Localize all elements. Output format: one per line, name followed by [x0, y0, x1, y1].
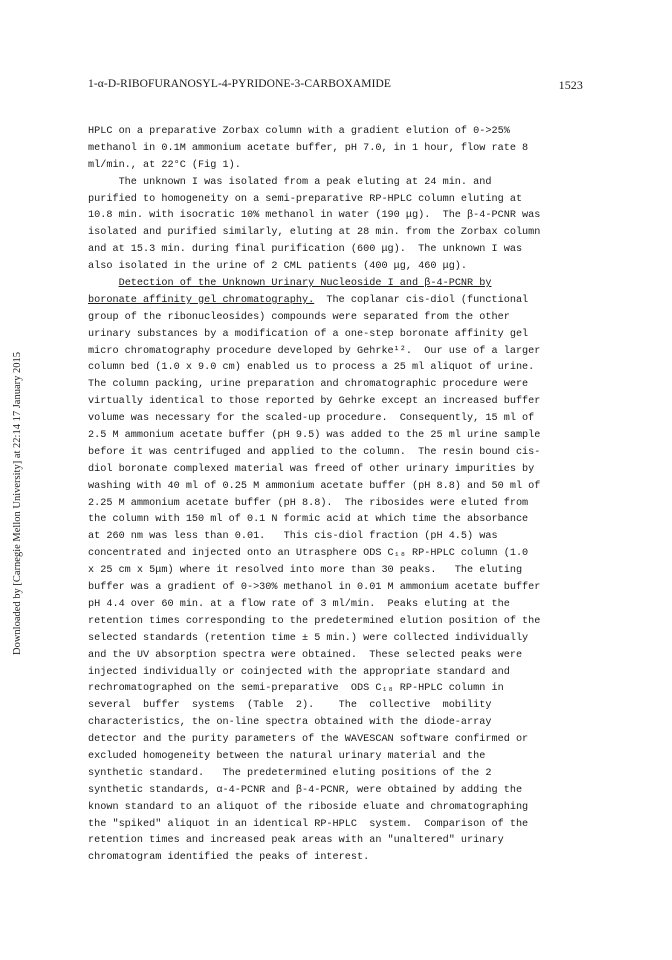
text-line: the column with 150 ml of 0.1 N formic acid at which time the absorbance — [88, 514, 529, 526]
text-line: The column packing, urine preparation and chromatographic procedure were — [88, 379, 529, 391]
page-number: 1523 — [558, 78, 583, 92]
article-body — [88, 124, 583, 867]
text-line: characteristics, the on-line spectra obtained with the diode-array — [88, 717, 492, 729]
text-line: washing with 40 ml of 0.25 M ammonium acetate buffer (pH 8.8) and 50 ml of — [88, 480, 541, 492]
text-line: micro chromatography procedure developed by Gehrke¹². Our use of a larger — [88, 345, 541, 357]
text-line: before it was centrifuged and applied to the column. The resin bound cis- — [88, 446, 541, 458]
text-line — [88, 276, 583, 293]
text-line: excluded homogeneity between the natural urinary material and the — [88, 750, 486, 762]
text-line: x 25 cm x 5μm) where it resolved into more than 30 peaks. The eluting — [88, 565, 523, 577]
text-line: pH 4.4 over 60 min. at a flow rate of 3 ml/min. Peaks eluting at the — [88, 598, 510, 610]
text-line: synthetic standard. The predetermined eluting positions of the 2 — [88, 767, 492, 779]
text-line: several buffer systems (Table 2). The collective mobility — [88, 700, 492, 712]
download-notice — [0, 0, 22, 960]
text-line — [88, 293, 583, 310]
text-line: isolated and purified similarly, eluting at 28 min. from the Zorbax column — [88, 227, 541, 239]
text-line: volume was necessary for the scaled-up procedure. Consequently, 15 ml of — [88, 413, 535, 425]
text-line: at 260 nm was less than 0.01. This cis-diol fraction (pH 4.5) was — [88, 531, 498, 543]
text-line: injected individually or coinjected with the appropriate standard and — [88, 666, 510, 678]
text-line: synthetic standards, α-4-PCNR and β-4-PCNR, were obtained by adding the — [88, 784, 523, 796]
text-line: chromatogram identified the peaks of interest. — [88, 852, 370, 864]
text-line: virtually identical to those reported by Gehrke except an increased buffer — [88, 396, 541, 408]
text-line: The unknown I was isolated from a peak eluting at 24 min. and — [88, 176, 492, 188]
text-line: 10.8 min. with isocratic 10% methanol in water (190 μg). The β-4-PCNR was — [88, 210, 541, 222]
text-line: the "spiked" aliquot in an identical RP-HPLC system. Comparison of the — [88, 818, 529, 830]
text-line: 2.25 M ammonium acetate buffer (pH 8.8). The ribosides were eluted from — [88, 497, 529, 509]
text-line: rechromatographed on the semi-preparative ODS C₁₈ RP-HPLC column in — [88, 683, 504, 695]
text-line: diol boronate complexed material was freed of other urinary impurities by — [88, 463, 535, 475]
text-line: buffer was a gradient of 0->30% methanol in 0.01 M ammonium acetate buffer — [88, 582, 541, 594]
running-head-title: 1-α-D-RIBOFURANOSYL-4-PYRIDONE-3-CARBOXAMIDE — [88, 78, 392, 90]
text-line: and the UV absorption spectra were obtained. These selected peaks were — [88, 649, 523, 661]
download-notice-text: Downloaded by [Carnegie Mellon University] at 22:14 17 January 2015 — [12, 352, 23, 655]
text-line: retention times and increased peak areas with an "unaltered" urinary — [88, 835, 504, 847]
text-line: selected standards (retention time ± 5 min.) were collected individually — [88, 632, 529, 644]
text-line: known standard to an aliquot of the riboside eluate and chromatographing — [88, 801, 529, 813]
text-line: 2.5 M ammonium acetate buffer (pH 9.5) was added to the 25 ml urine sample — [88, 430, 541, 442]
text-line: HPLC on a preparative Zorbax column with a gradient elution of 0->25% — [88, 126, 510, 137]
text-line: methanol in 0.1M ammonium acetate buffer, pH 7.0, in 1 hour, flow rate 8 — [88, 142, 529, 154]
section-heading: Detection of the Unknown Urinary Nucleoside I and β-4-PCNR by — [118, 278, 492, 290]
text-line: group of the ribonucleosides) compounds were separated from the other — [88, 311, 510, 323]
text-line: also isolated in the urine of 2 CML patients (400 μg, 460 μg). — [88, 261, 468, 273]
text-line: column bed (1.0 x 9.0 cm) enabled us to process a 25 ml aliquot of urine. — [88, 362, 535, 374]
text-line: and at 15.3 min. during final purification (600 μg). The unknown I was — [88, 244, 523, 256]
running-head — [88, 78, 583, 98]
text-line: urinary substances by a modification of a one-step boronate affinity gel — [88, 328, 529, 340]
text-line: ml/min., at 22°C (Fig 1). — [88, 159, 241, 171]
text-line: purified to homogeneity on a semi-preparative RP-HPLC column eluting at — [88, 193, 523, 205]
section-heading: boronate affinity gel chromatography. — [88, 294, 315, 306]
text-line: detector and the purity parameters of the WAVESCAN software confirmed or — [88, 734, 529, 746]
text-run: The coplanar cis-diol (functional — [314, 294, 529, 306]
text-line: concentrated and injected onto an Utrasphere ODS C₁₈ RP-HPLC column (1.0 — [88, 548, 529, 560]
text-line: retention times corresponding to the predetermined elution position of the — [88, 615, 541, 627]
